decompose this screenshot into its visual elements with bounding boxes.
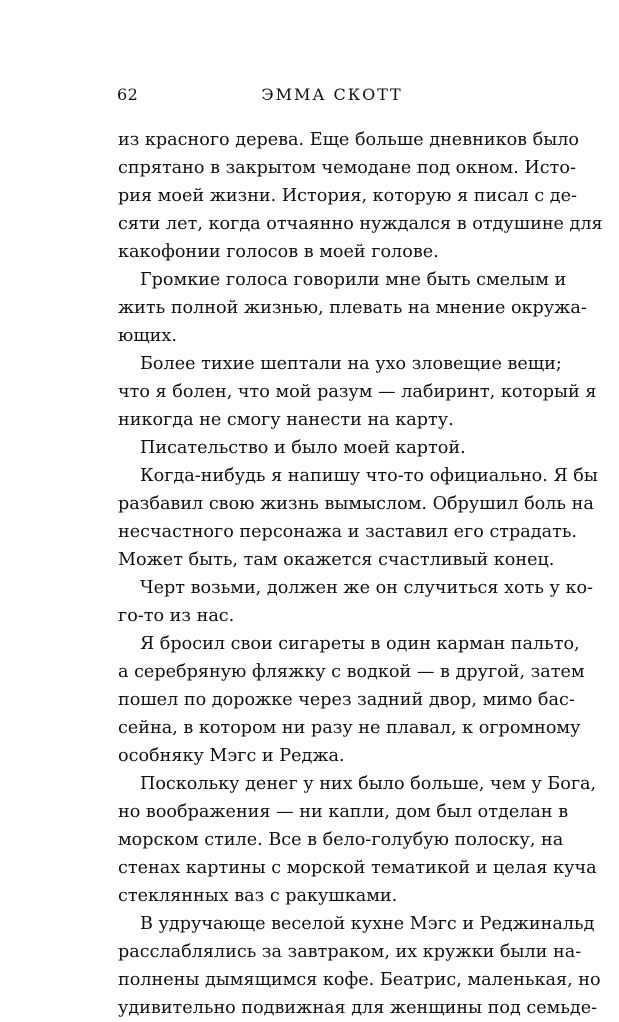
text-line: Черт возьми, должен же он случиться хоть у ко-: [140, 578, 593, 598]
book-title: ЭММА СКОТТ: [261, 85, 403, 104]
text-line: что я болен, что мой разум — лабиринт, который я: [118, 382, 597, 402]
page-number: 62: [117, 85, 139, 104]
text-line: расслаблялись за завтраком, их кружки были на-: [118, 942, 582, 962]
text-line: спрятано в закрытом чемодане под окном. Исто-: [118, 158, 576, 178]
text-line: полнены дымящимся кофе. Беатрис, маленькая, но: [118, 970, 601, 990]
text-line: го-то из нас.: [118, 606, 235, 626]
text-line: а серебряную фляжку с водкой — в другой, затем: [118, 662, 585, 682]
text-line: Я бросил свои сигареты в один карман пальто,: [140, 634, 580, 654]
text-line: разбавил свою жизнь вымыслом. Обрушил боль на: [118, 494, 594, 514]
text-line: Более тихие шептали на ухо зловещие вещи;: [140, 354, 562, 374]
text-line: Громкие голоса говорили мне быть смелым и: [140, 270, 567, 290]
text-line: какофонии голосов в моей голове.: [118, 242, 439, 262]
text-line: рия моей жизни. История, которую я писал с де-: [118, 186, 577, 206]
text-line: В удручающе веселой кухне Мэгс и Реджинальд: [140, 914, 595, 934]
text-line: сяти лет, когда отчаянно нуждался в отдушине для: [118, 214, 603, 234]
text-line: морском стиле. Все в бело-голубую полоску, на: [118, 830, 564, 850]
text-line: никогда не смогу нанести на карту.: [118, 410, 454, 430]
text-line: но воображения — ни капли, дом был отделан в: [118, 802, 569, 822]
text-line: из красного дерева. Еще больше дневников было: [118, 130, 580, 150]
text-line: пошел по дорожке через задний двор, мимо бас-: [118, 690, 575, 710]
text-line: удивительно подвижная для женщины под семьде-: [118, 998, 598, 1018]
text-line: стеклянных ваз с ракушками.: [118, 886, 398, 906]
text-line: Писательство и было моей картой.: [140, 438, 466, 458]
text-line: жить полной жизнью, плевать на мнение окружа-: [118, 298, 587, 318]
text-line: Поскольку денег у них было больше, чем у Бога,: [140, 774, 597, 794]
text-line: сейна, в котором ни разу не плавал, к огромному: [118, 718, 581, 738]
text-line: ющих.: [118, 326, 177, 346]
text-line: Может быть, там окажется счастливый конец.: [118, 550, 555, 570]
running-head: [117, 84, 547, 106]
body-text: [118, 126, 603, 1022]
text-line: Когда-нибудь я напишу что-то официально. Я бы: [140, 466, 598, 486]
text-line: особняку Мэгс и Реджа.: [118, 746, 345, 766]
text-line: несчастного персонажа и заставил его страдать.: [118, 522, 578, 542]
text-line: стенах картины с морской тематикой и целая куча: [118, 858, 597, 878]
